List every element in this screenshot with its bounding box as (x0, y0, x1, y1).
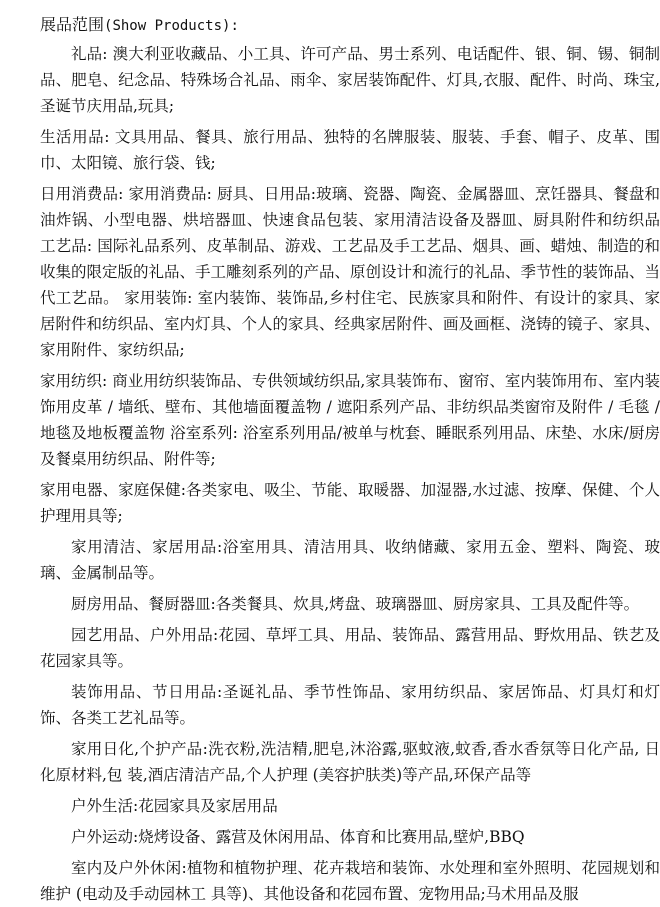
paragraph: 家用清洁、家居用品:浴室用具、清洁用具、收纳储藏、家用五金、塑料、陶瓷、玻璃、金属制品等。 (40, 538, 660, 582)
paragraph: 日用消费品: 家用消费品: 厨具、日用品:玻璃、瓷器、陶瓷、金属器皿、烹饪器具、餐盘和油炸锅、小型电器、烘培器皿、快速食品包装、家用清洁设备及器皿、厨具附件和纺织品 工艺品: 国际礼品系列、皮革制品、游戏、工艺品及手工艺品、烟具、画、蜡烛、制造的和收集的限定版的礼品、手工雕刻系列的产品、原创设计和流行的礼品、季节性的装饰品、当代工艺品。 家用装饰: 室内装饰、装饰品,乡村住宅、民族家具和附件、有设计的家具、家居附件和纺织品、室内灯具、个人的家具、经典家居附件、画及画框、浇铸的镜子、家具、家用附件、家纺织品; (40, 185, 660, 359)
paragraph: 厨房用品、餐厨器皿:各类餐具、炊具,烤盘、玻璃器皿、厨房家具、工具及配件等。 (71, 595, 640, 613)
paragraph: 装饰用品、节日用品:圣诞礼品、季节性饰品、家用纺织品、家居饰品、灯具灯和灯饰、各类工艺礼品等。 (40, 683, 660, 727)
paragraph: 户外生活:花园家具及家居用品 (71, 797, 278, 815)
paragraph: 家用日化,个护产品:洗衣粉,洗洁精,肥皂,沐浴露,驱蚊液,蚊香,香水香氛等日化产品, 日化原材料,包 装,酒店清洁产品,个人护理 (美容护肤类)等产品,环保产品等 (40, 740, 660, 784)
paragraph-list (40, 41, 660, 907)
paragraph: 户外运动:烧烤设备、露营及休闲用品、体育和比赛用品,壁炉,BBQ (71, 828, 525, 846)
paragraph: 园艺用品、户外用品:花园、草坪工具、用品、装饰品、露营用品、野炊用品、铁艺及花园家具等。 (40, 626, 660, 670)
section-title-zh: 展品范围 (40, 15, 105, 34)
paragraph: 礼品: 澳大利亚收藏品、小工具、许可产品、男士系列、电话配件、银、铜、锡、铜制品、肥皂、纪念品、特殊场合礼品、雨伞、家居装饰配件、灯具,衣服、配件、时尚、珠宝,圣诞节庆用品,玩具; (40, 45, 660, 115)
paragraph: 家用电器、家庭保健:各类家电、吸尘、节能、取暖器、加湿器,水过滤、按摩、保健、个人护理用具等; (40, 481, 660, 525)
section-title (40, 12, 660, 39)
section-title-en: (Show Products): (104, 18, 239, 34)
paragraph: 室内及户外休闲:植物和植物护理、花卉栽培和装饰、水处理和室外照明、花园规划和维护 (电动及手动园林工 具等)、其他设备和花园布置、宠物用品;马术用品及服 (40, 859, 660, 903)
paragraph: 家用纺织: 商业用纺织装饰品、专供领域纺织品,家具装饰布、窗帘、室内装饰用布、室内装饰用皮革 / 墙纸、壁布、其他墙面覆盖物 / 遮阳系列产品、非纺织品类窗帘及附件 / 毛毯 / 地毯及地板覆盖物 浴室系列: 浴室系列用品/被单与枕套、睡眠系列用品、床垫、水床/厨房及餐桌用纺织品、附件等; (40, 372, 660, 468)
paragraph: 生活用品: 文具用品、餐具、旅行用品、独特的名牌服装、服装、手套、帽子、皮革、围巾、太阳镜、旅行袋、钱; (40, 128, 660, 172)
